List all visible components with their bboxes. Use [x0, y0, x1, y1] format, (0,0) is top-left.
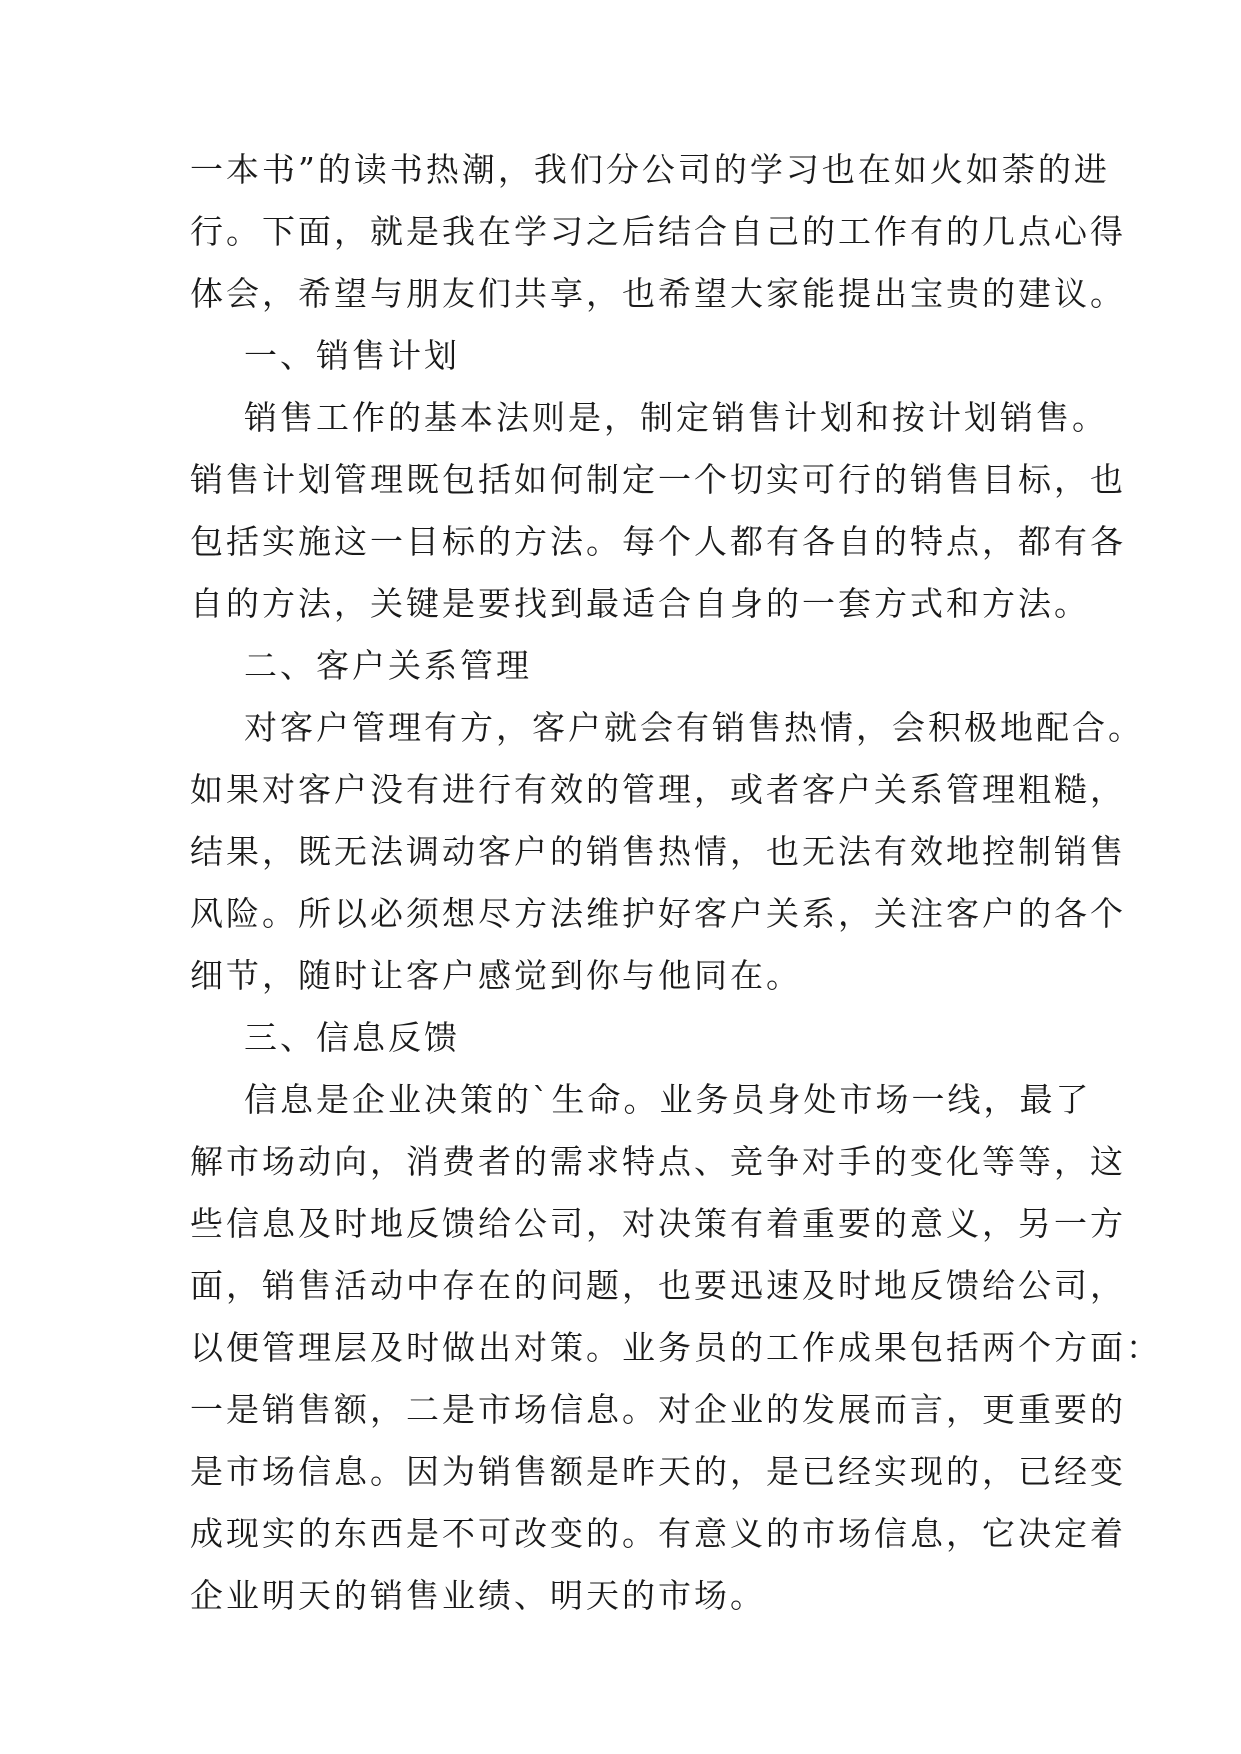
text-line: 销售计划管理既包括如何制定一个切实可行的销售目标，也	[190, 460, 1126, 499]
text-line: 对客户管理有方，客户就会有销售热情，会积极地配合。	[190, 708, 1144, 747]
text-line: 企业明天的销售业绩、明天的市场。	[190, 1576, 766, 1615]
text-line: 解市场动向，消费者的需求特点、竞争对手的变化等等，这	[190, 1142, 1126, 1181]
text-line: 风险。所以必须想尽方法维护好客户关系，关注客户的各个	[190, 894, 1126, 933]
text-line: 以便管理层及时做出对策。业务员的工作成果包括两个方面：	[190, 1328, 1162, 1367]
text-line: 一是销售额，二是市场信息。对企业的发展而言，更重要的	[190, 1390, 1126, 1429]
text-line: 行。下面，就是我在学习之后结合自己的工作有的几点心得	[190, 212, 1126, 251]
text-line: 结果，既无法调动客户的销售热情，也无法有效地控制销售	[190, 832, 1126, 871]
text-line: 如果对客户没有进行有效的管理，或者客户关系管理粗糙，	[190, 770, 1126, 809]
text-line: 销售工作的基本法则是，制定销售计划和按计划销售。	[190, 398, 1108, 437]
section-heading-info-feedback: 三、信息反馈	[190, 1018, 460, 1057]
text-line: 一本书”的读书热潮，我们分公司的学习也在如火如荼的进	[190, 150, 1110, 189]
text-line: 细节，随时让客户感觉到你与他同在。	[190, 956, 802, 995]
text-line: 信息是企业决策的`生命。业务员身处市场一线，最了	[190, 1080, 1092, 1119]
section-heading-sales-plan: 一、销售计划	[190, 336, 460, 375]
text-line: 包括实施这一目标的方法。每个人都有各自的特点，都有各	[190, 522, 1126, 561]
section-heading-customer-relations: 二、客户关系管理	[190, 646, 532, 685]
text-line: 成现实的东西是不可改变的。有意义的市场信息，它决定着	[190, 1514, 1126, 1553]
text-line: 些信息及时地反馈给公司，对决策有着重要的意义，另一方	[190, 1204, 1126, 1243]
text-line: 体会，希望与朋友们共享，也希望大家能提出宝贵的建议。	[190, 274, 1126, 313]
text-line: 是市场信息。因为销售额是昨天的，是已经实现的，已经变	[190, 1452, 1126, 1491]
text-line: 自的方法，关键是要找到最适合自身的一套方式和方法。	[190, 584, 1090, 623]
text-line: 面，销售活动中存在的问题，也要迅速及时地反馈给公司，	[190, 1266, 1126, 1305]
